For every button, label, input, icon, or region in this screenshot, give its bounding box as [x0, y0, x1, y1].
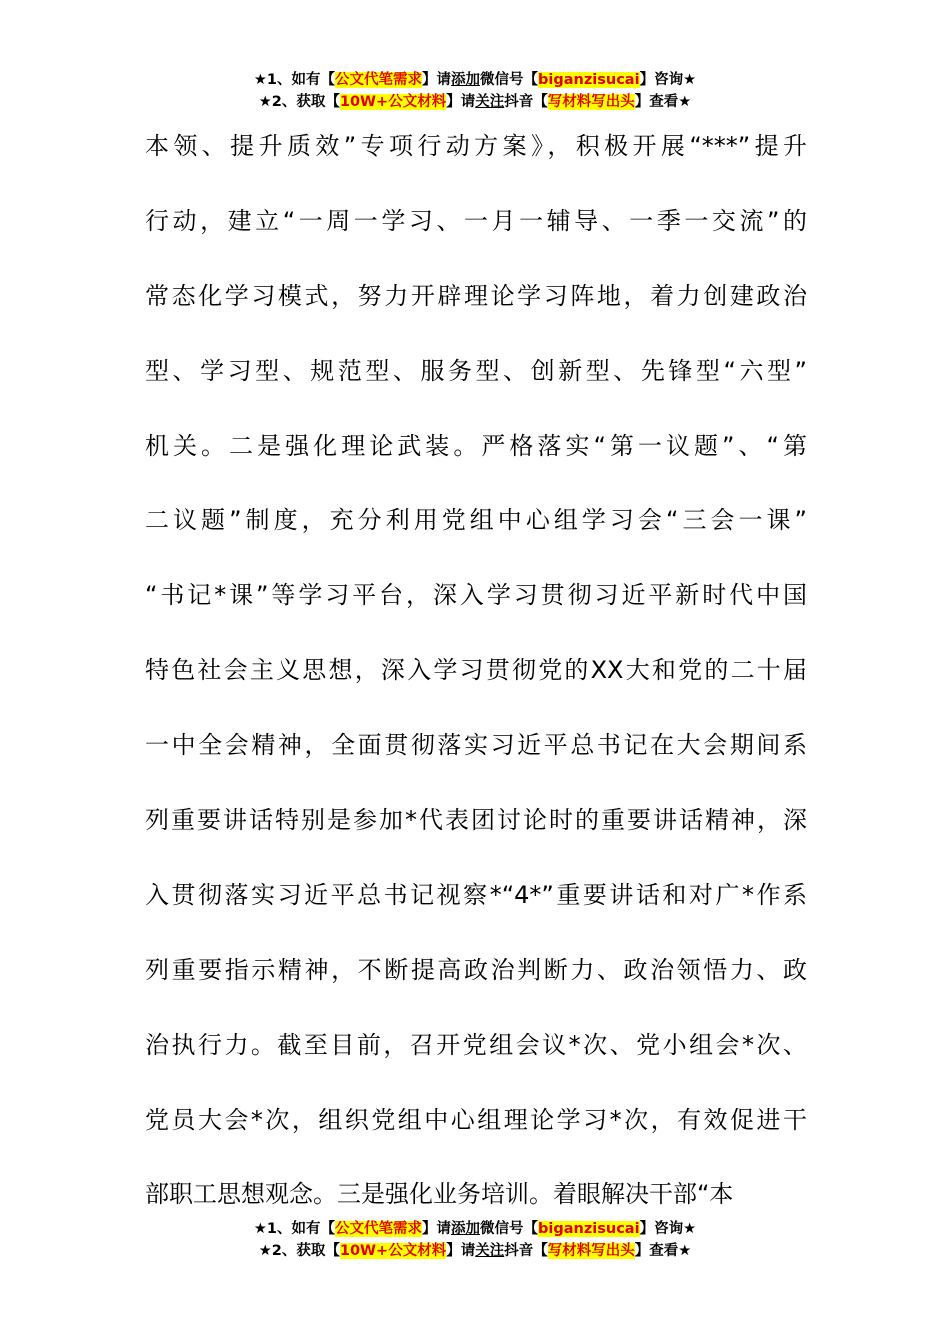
banner-highlight: biganzisucai [538, 1221, 640, 1237]
banner-text: 抖音【 [504, 94, 548, 110]
banner-highlight: biganzisucai [538, 72, 640, 88]
banner-text: 】咨询★ [639, 1221, 697, 1237]
body-line: 机关。二是强化理论武装。严格落实“第一议题”、“第 [145, 431, 807, 460]
body-line: 一中全会精神，全面贯彻落实习近平总书记在大会期间系 [145, 731, 807, 760]
banner-text: 】查看★ [634, 94, 692, 110]
body-line: “书记*课”等学习平台，深入学习贯彻习近平新时代中国 [145, 581, 807, 610]
banner-underlined-text: 添加 [451, 1221, 481, 1237]
banner-line-1 [0, 1218, 950, 1240]
banner-text: ★1、如有【 [253, 1221, 336, 1237]
body-line: 行动，建立“一周一学习、一月一辅导、一季一交流”的 [145, 206, 807, 235]
banner-highlight: 写材料写出头 [547, 94, 635, 110]
banner-underlined-text: 添加 [451, 72, 481, 88]
body-line: 入贯彻落实习近平总书记视察*“4*”重要讲话和对广*作系 [145, 880, 807, 909]
banner-underlined-text: 关注 [475, 94, 505, 110]
footer-banner [0, 1218, 950, 1262]
body-line: 列重要讲话特别是参加*代表团讨论时的重要讲话精神，深 [145, 806, 807, 835]
banner-highlight: 10W+公文材料 [339, 1243, 447, 1259]
banner-text: 】请 [422, 72, 452, 88]
body-line: 部职工思想观念。三是强化业务培训。着眼解决干部“本 [145, 1180, 734, 1209]
document-body [145, 124, 807, 1247]
banner-text: ★1、如有【 [253, 72, 336, 88]
body-line: 本领、提升质效”专项行动方案》，积极开展“***”提升 [145, 132, 807, 160]
header-banner [0, 69, 950, 113]
banner-text: ★2、获取【 [258, 1243, 340, 1259]
banner-text: 抖音【 [504, 1243, 548, 1259]
body-line: 党员大会*次，组织党组中心组理论学习*次，有效促进干 [145, 1105, 807, 1134]
banner-text: 】请 [422, 1221, 452, 1237]
banner-text: 】请 [446, 1243, 476, 1259]
banner-highlight: 10W+公文材料 [339, 94, 447, 110]
banner-highlight: 公文代笔需求 [335, 1221, 423, 1237]
banner-underlined-text: 关注 [475, 1243, 505, 1259]
body-line: 常态化学习模式，努力开辟理论学习阵地，着力创建政治 [145, 281, 807, 310]
body-line: 二议题”制度，充分利用党组中心组学习会“三会一课” [145, 506, 807, 535]
banner-highlight: 公文代笔需求 [335, 72, 423, 88]
banner-line-2 [0, 91, 950, 113]
body-line: 特色社会主义思想，深入学习贯彻党的XX大和党的二十届 [145, 656, 807, 685]
body-line: 型、学习型、规范型、服务型、创新型、先锋型“六型” [145, 356, 807, 385]
banner-text: 】咨询★ [639, 72, 697, 88]
banner-line-1 [0, 69, 950, 91]
banner-text: 微信号【 [480, 72, 539, 88]
banner-line-2 [0, 1240, 950, 1262]
banner-text: 】请 [446, 94, 476, 110]
body-line: 列重要指示精神，不断提高政治判断力、政治领悟力、政 [145, 955, 807, 984]
banner-text: ★2、获取【 [258, 94, 340, 110]
banner-highlight: 写材料写出头 [547, 1243, 635, 1259]
banner-text: 微信号【 [480, 1221, 539, 1237]
body-line: 治执行力。截至目前，召开党组会议*次、党小组会*次、 [145, 1030, 807, 1059]
banner-text: 】查看★ [634, 1243, 692, 1259]
